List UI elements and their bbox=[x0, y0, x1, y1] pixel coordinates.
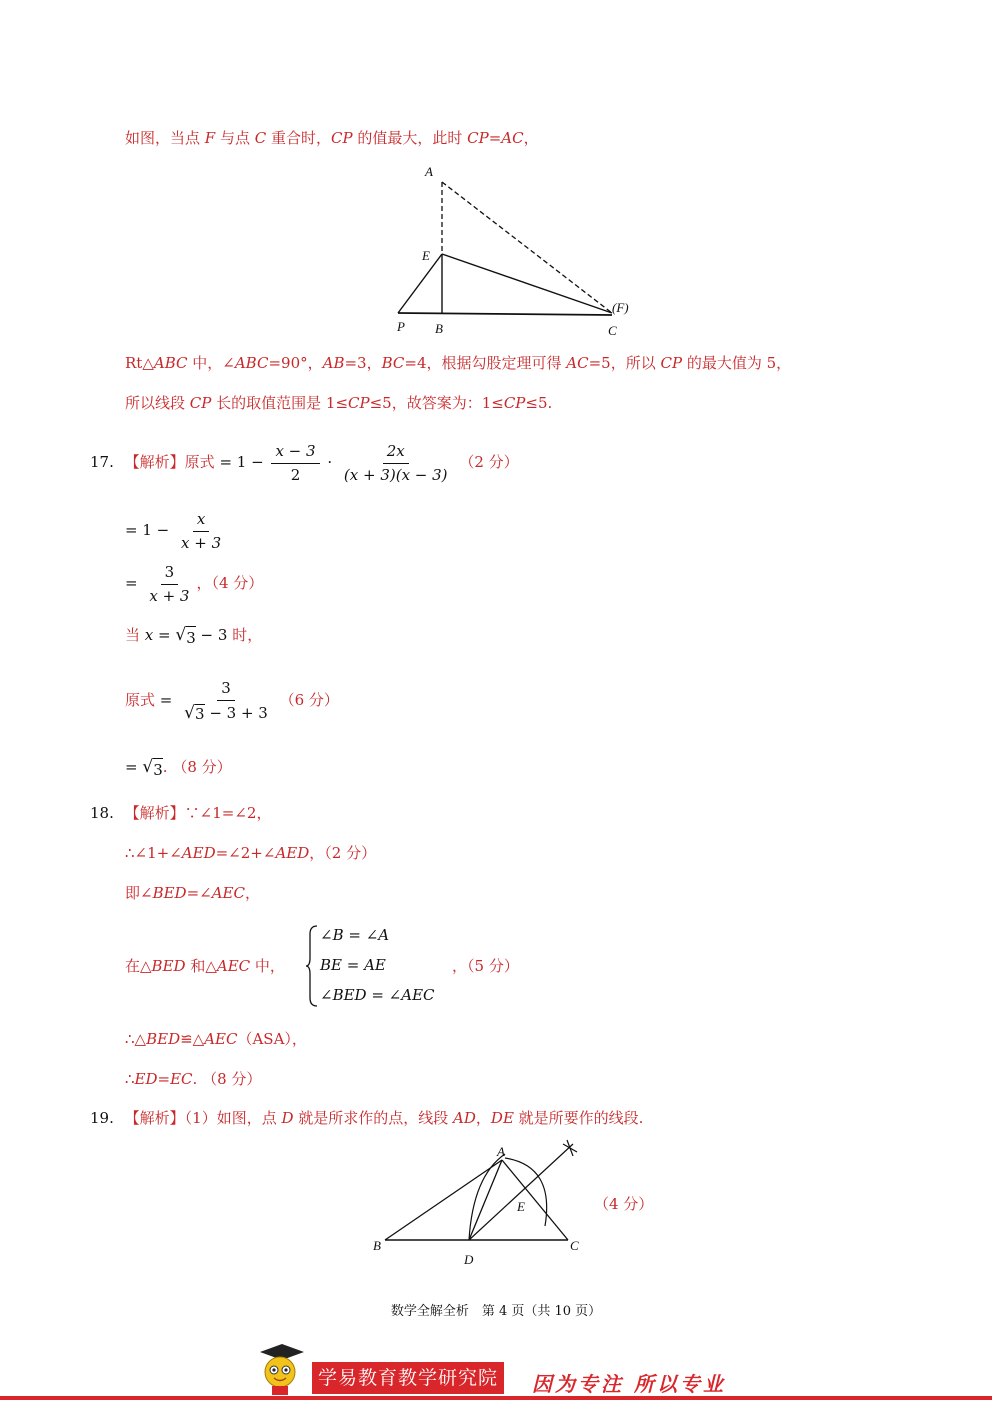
text: ≌△ bbox=[180, 1030, 205, 1048]
text: 所以线段 bbox=[125, 394, 190, 412]
denominator: x + 3 bbox=[149, 586, 190, 605]
q17-line-4 bbox=[125, 625, 262, 648]
page-footer: 数学全解全析 第 4 页（共 10 页） bbox=[390, 1304, 602, 1319]
text: 和△ bbox=[185, 957, 217, 975]
label-d: D bbox=[464, 1252, 474, 1267]
fraction bbox=[145, 564, 193, 605]
question-number: 18. bbox=[90, 804, 114, 822]
text: AC bbox=[566, 354, 589, 372]
q18-system-score bbox=[452, 956, 519, 976]
score: （4 分） bbox=[211, 574, 264, 592]
question-number: 19. bbox=[90, 1109, 114, 1127]
text: 中，∠ bbox=[187, 354, 235, 372]
q17-line-6 bbox=[125, 757, 232, 780]
text: ， bbox=[244, 884, 260, 902]
text: AED bbox=[275, 844, 310, 862]
sqrt bbox=[142, 758, 162, 780]
score: （2 分） bbox=[459, 453, 519, 471]
text: BED bbox=[152, 884, 187, 902]
body bbox=[272, 1386, 288, 1395]
text: ∴∠1+∠ bbox=[125, 844, 182, 862]
text: AEC bbox=[211, 884, 245, 902]
text: ED=EC bbox=[134, 1070, 193, 1088]
text: AD bbox=[453, 1109, 476, 1127]
construction-arc-2 bbox=[505, 1158, 547, 1226]
text: 中， bbox=[250, 957, 285, 975]
text: ABC bbox=[234, 354, 269, 372]
score: （2 分） bbox=[324, 844, 377, 862]
text: 当 bbox=[125, 626, 141, 644]
mascot-logo bbox=[252, 1340, 310, 1398]
text: =∠2+∠ bbox=[215, 844, 276, 862]
text: BED bbox=[146, 1030, 181, 1048]
text: x = bbox=[144, 626, 171, 644]
text: Rt△ bbox=[125, 354, 154, 372]
q19-line-1 bbox=[90, 1108, 643, 1128]
text: CP bbox=[189, 394, 212, 412]
text: − 3 bbox=[195, 626, 228, 644]
text: ， bbox=[452, 957, 468, 975]
text: 原式 bbox=[125, 691, 156, 709]
text: ∵∠1=∠2， bbox=[184, 804, 272, 822]
text: AED bbox=[181, 844, 216, 862]
dashed-ac bbox=[442, 182, 612, 313]
text: （ASA）， bbox=[237, 1030, 307, 1048]
text: = bbox=[125, 758, 138, 776]
score: （5 分） bbox=[467, 957, 519, 975]
text: . bbox=[162, 758, 168, 776]
q18-line-5 bbox=[125, 1029, 307, 1049]
text: . bbox=[192, 1070, 198, 1088]
text: 的最大值为 5， bbox=[682, 354, 792, 372]
text: CP bbox=[503, 394, 526, 412]
text: CP bbox=[660, 354, 683, 372]
text: BC bbox=[381, 354, 405, 372]
sqrt bbox=[175, 626, 195, 648]
text: ≤5，故答案为：1≤ bbox=[369, 394, 504, 412]
numerator: 3 bbox=[217, 680, 235, 701]
text: ， bbox=[196, 574, 212, 592]
label-a: A bbox=[425, 164, 433, 179]
numerator: 2x bbox=[383, 443, 409, 464]
segment-ep bbox=[398, 254, 442, 313]
analysis-tag: 【解析】 bbox=[124, 804, 185, 822]
fraction bbox=[177, 511, 225, 552]
radicand: 3 bbox=[153, 758, 163, 780]
text: 重合时， bbox=[266, 129, 332, 147]
score: （8 分） bbox=[172, 758, 232, 776]
denominator: x + 3 bbox=[181, 533, 222, 552]
label-e: E bbox=[517, 1199, 525, 1214]
denominator: (x + 3)(x − 3) bbox=[343, 465, 448, 484]
text: = bbox=[159, 691, 173, 709]
text: （1）如图，点 bbox=[184, 1109, 282, 1127]
text: ∴△ bbox=[125, 1030, 147, 1048]
slogan: 因为专注 所以专业 bbox=[532, 1372, 726, 1396]
text: =3， bbox=[344, 354, 382, 372]
text: DE bbox=[490, 1109, 514, 1127]
text: BED bbox=[151, 957, 186, 975]
denominator: 2 bbox=[290, 465, 301, 484]
text: CP bbox=[331, 129, 353, 147]
label-a: A bbox=[497, 1144, 505, 1159]
label-b: B bbox=[373, 1238, 381, 1253]
text: = 1 − bbox=[219, 453, 264, 471]
para-cp-max bbox=[125, 128, 539, 148]
text: 就是所求作的点，线段 bbox=[293, 1109, 454, 1127]
label-p: P bbox=[397, 319, 405, 334]
text: 长的取值范围是 1≤ bbox=[211, 394, 349, 412]
text: 即∠ bbox=[125, 884, 153, 902]
footer-red-bar bbox=[0, 1396, 992, 1400]
text: CP=AC bbox=[467, 129, 524, 147]
text: 的值最大，此时 bbox=[352, 129, 468, 147]
fraction bbox=[180, 680, 272, 723]
radical-sign: √ bbox=[142, 757, 154, 777]
text: =5，所以 bbox=[588, 354, 661, 372]
text: CP bbox=[348, 394, 370, 412]
q17-line-2 bbox=[125, 508, 228, 552]
text: =90°， bbox=[268, 354, 323, 372]
system-eq-2: BE = AE bbox=[320, 956, 386, 974]
text: 如图，当点 bbox=[125, 129, 205, 147]
radical-sign: √ bbox=[184, 702, 195, 723]
text: ∴ bbox=[125, 1070, 135, 1088]
sqrt bbox=[184, 704, 204, 723]
segment-ba bbox=[385, 1160, 502, 1240]
para-pythagoras bbox=[125, 353, 791, 373]
text: AEC bbox=[204, 1030, 238, 1048]
perpendicular-bisector bbox=[469, 1144, 573, 1240]
text: ≤5. bbox=[525, 394, 553, 412]
numerator: x bbox=[193, 511, 209, 532]
numerator: 3 bbox=[161, 564, 179, 585]
text: = bbox=[125, 574, 138, 592]
label-b: B bbox=[435, 321, 443, 336]
fraction bbox=[340, 443, 452, 484]
text: · bbox=[327, 453, 333, 471]
radicand: 3 bbox=[195, 704, 205, 723]
q17-line-3 bbox=[125, 561, 263, 605]
text: 就是所要作的线段. bbox=[513, 1109, 644, 1127]
text: − 3 + 3 bbox=[204, 703, 268, 722]
question-number: 17. bbox=[90, 453, 114, 471]
text: 原式 bbox=[184, 453, 215, 471]
q17-line-5 bbox=[125, 678, 339, 723]
text: =4，根据勾股定理可得 bbox=[404, 354, 567, 372]
text: ， bbox=[309, 844, 325, 862]
label-e: E bbox=[422, 248, 430, 263]
score: （8 分） bbox=[202, 1070, 262, 1088]
text: ABC bbox=[153, 354, 188, 372]
q18-line-6 bbox=[125, 1069, 261, 1089]
numerator: x − 3 bbox=[271, 443, 319, 464]
text: AEC bbox=[216, 957, 251, 975]
label-c: C bbox=[570, 1238, 579, 1253]
system-eq-1: ∠B = ∠A bbox=[320, 926, 390, 944]
analysis-tag: 【解析】 bbox=[124, 1109, 185, 1127]
text: C bbox=[254, 129, 267, 147]
radical-sign: √ bbox=[175, 625, 187, 645]
brand-banner: 学易教育教学研究院 bbox=[312, 1362, 504, 1394]
text: = 1 − bbox=[125, 521, 170, 539]
text: F bbox=[204, 129, 216, 147]
para-cp-range bbox=[125, 393, 552, 413]
system-brace bbox=[305, 924, 319, 1008]
text: =∠ bbox=[186, 884, 212, 902]
segment-pc bbox=[398, 313, 612, 315]
q18-line-2 bbox=[125, 843, 376, 863]
text: D bbox=[281, 1109, 294, 1127]
text: ， bbox=[523, 129, 539, 147]
fraction bbox=[271, 443, 319, 484]
q18-line-1 bbox=[90, 803, 271, 823]
system-eq-3: ∠BED = ∠AEC bbox=[320, 986, 435, 1004]
label-f: (F) bbox=[612, 300, 629, 315]
q18-line-3 bbox=[125, 883, 260, 903]
q17-line-1 bbox=[90, 440, 519, 484]
label-c: C bbox=[608, 323, 617, 338]
analysis-tag: 【解析】 bbox=[124, 453, 185, 471]
score: （4 分） bbox=[594, 1195, 654, 1213]
text: 时， bbox=[227, 626, 263, 644]
triangle-figure-2 bbox=[365, 1136, 605, 1270]
segment-ec bbox=[442, 254, 612, 313]
radicand: 3 bbox=[186, 626, 196, 648]
text: 与点 bbox=[215, 129, 255, 147]
score: （6 分） bbox=[279, 691, 339, 709]
triangle-figure-1 bbox=[380, 160, 650, 345]
face bbox=[265, 1357, 295, 1387]
text: 在△ bbox=[125, 957, 152, 975]
text: AB bbox=[322, 354, 345, 372]
q18-line-4 bbox=[125, 956, 285, 976]
text: ， bbox=[475, 1109, 491, 1127]
